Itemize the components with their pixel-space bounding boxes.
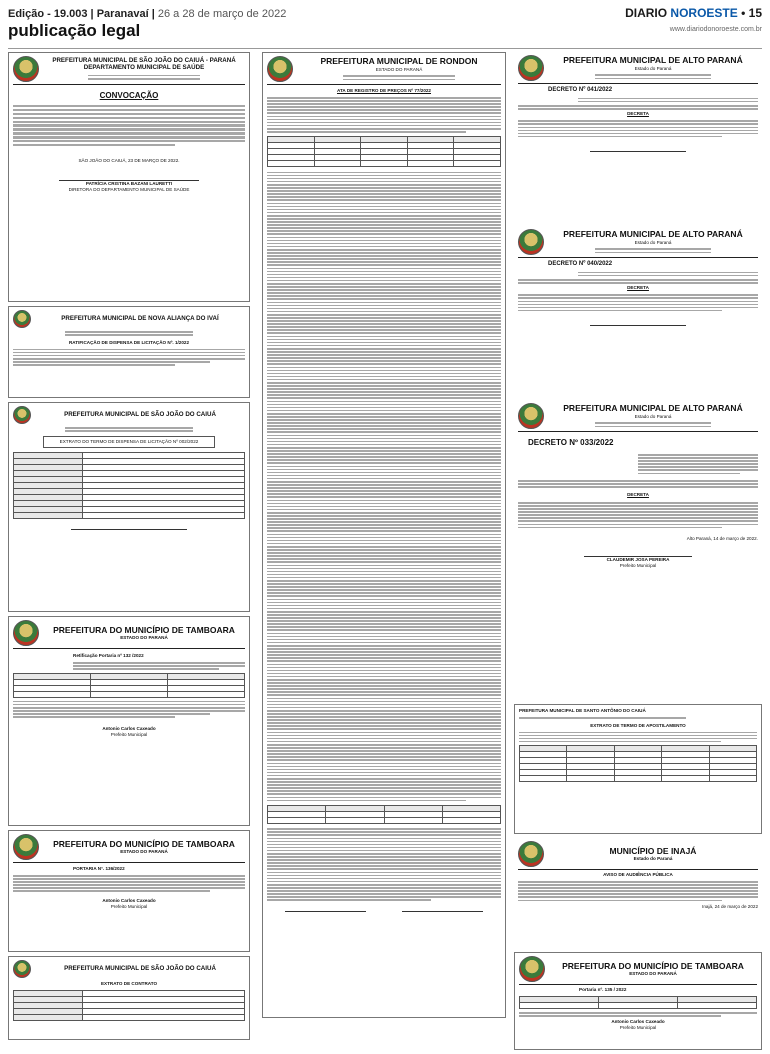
- notice-state: Estado do Paraná: [634, 239, 672, 245]
- notice-caiua-contrato: [8, 956, 250, 1040]
- notice-title: PREFEITURA MUNICIPAL DE ALTO PARANÁ: [563, 229, 743, 240]
- notice-heading: RATIFICAÇÃO DE DISPENSA DE LICITAÇÃO Nº. 1/2022: [68, 339, 190, 345]
- notice-date: SÃO JOÃO DO CAIUÁ, 23 DE MARÇO DE 2022.: [78, 158, 180, 164]
- notice-title: MUNICÍPIO DE INAJÁ: [609, 845, 697, 856]
- header-divider: [8, 48, 762, 49]
- notice-title: PREFEITURA DO MUNICÍPIO DE TAMBOARA: [53, 624, 235, 635]
- notice-heading: AVISO DE AUDIÊNCIA PÚBLICA: [603, 872, 673, 877]
- notice-signer-role: DIRETORA DO DEPARTAMENTO MUNICIPAL DE SAÚDE: [68, 187, 190, 193]
- decree-heading: DECRETA: [627, 111, 649, 117]
- site-url: www.diariodonoroeste.com.br: [669, 26, 762, 33]
- notice-title: PREFEITURA MUNICIPAL DE SÃO JOÃO DO CAIUÁ: [64, 965, 216, 973]
- notice-date: Alto Paraná, 14 de março de 2022.: [686, 536, 758, 542]
- municipal-crest-icon: [519, 956, 545, 982]
- decree-number: DECRETO Nº 033/2022: [528, 438, 614, 447]
- decree-heading: DECRETA: [627, 285, 649, 291]
- municipal-crest-icon: [13, 960, 31, 978]
- notice-heading: ATA DE REGISTRO DE PREÇOS Nº 77/2022: [336, 88, 431, 93]
- section-title: publicação legal: [8, 21, 141, 40]
- edition-number: Edição - 19.003: [8, 8, 88, 20]
- newspaper-logo: DIARIO NOROESTE • 15: [625, 6, 762, 20]
- notice-state: Estado do Paraná: [634, 413, 672, 419]
- notice-alto-parana-033: [514, 400, 762, 700]
- heading-box: [43, 436, 215, 448]
- municipal-crest-icon: [13, 406, 31, 424]
- notice-signer: PATRÍCIA CRISTINA BAZANI LAURETTI: [85, 181, 173, 187]
- municipal-crest-icon: [267, 56, 293, 82]
- municipal-crest-icon: [13, 834, 39, 860]
- notice-signer-role: Prefeito Municipal: [110, 731, 148, 737]
- column-middle: [262, 52, 506, 1022]
- column-left: [8, 52, 250, 1044]
- notice-alto-parana-041: [514, 52, 762, 222]
- notice-title: PREFEITURA MUNICIPAL DE RONDON: [320, 56, 478, 67]
- notice-state: ESTADO DO PARANÁ: [629, 971, 677, 977]
- price-table-2: [267, 805, 501, 824]
- portaria-table: [519, 996, 757, 1009]
- notice-rondon-ata: [262, 52, 506, 1018]
- notice-caiua-convocacao: [8, 52, 250, 302]
- notice-title: PREFEITURA DO MUNICÍPIO DE TAMBOARA: [53, 838, 235, 849]
- edition-line: Edição - 19.003 | Paranavaí | 26 a 28 de março de 2022: [8, 8, 287, 20]
- notice-signer: Antonio Carlos Caxeado: [102, 725, 156, 731]
- decree-number: DECRETO Nº 041/2022: [548, 87, 613, 93]
- notice-inaja-audiencia: [514, 838, 762, 948]
- page-number: 15: [748, 6, 762, 20]
- notice-title: PREFEITURA MUNICIPAL DE SÃO JOÃO DO CAIUÁ - PARANÁ: [52, 56, 236, 64]
- municipal-crest-icon: [518, 55, 544, 81]
- notice-heading: CONVOCAÇÃO: [99, 91, 159, 100]
- notice-heading: EXTRATO DO TERMO DE DISPENSA DE LICITAÇÃO Nº 002/2022: [59, 438, 199, 444]
- portaria-number: Portaria nº. 135 / 2022: [579, 987, 627, 992]
- extrato-table: [13, 452, 245, 519]
- decree-heading: DECRETA: [627, 491, 649, 497]
- notice-dept: DEPARTAMENTO MUNICIPAL DE SAÚDE: [83, 64, 205, 72]
- notice-signer: Antonio Carlos Caxeado: [102, 898, 156, 904]
- notice-alto-parana-040: [514, 226, 762, 396]
- notice-tamboara-portaria-135: [514, 952, 762, 1050]
- price-table: [267, 136, 501, 167]
- notice-santo-antonio-apostilamento: [514, 704, 762, 834]
- notice-nova-alianca: [8, 306, 250, 398]
- notice-date: Inajá, 24 de março de 2022: [702, 904, 758, 910]
- column-right: [514, 52, 762, 1054]
- decree-number: DECRETO Nº 040/2022: [548, 261, 613, 267]
- municipal-crest-icon: [518, 229, 544, 255]
- portaria-number: Retificação Portaria nº 132 /2022: [73, 653, 144, 658]
- notice-state: Estado do Paraná: [634, 65, 672, 71]
- notice-title: PREFEITURA MUNICIPAL DE ALTO PARANÁ: [563, 403, 743, 414]
- notice-title: PREFEITURA MUNICIPAL DE ALTO PARANÁ: [563, 55, 743, 66]
- municipal-crest-icon: [13, 620, 39, 646]
- notice-heading: EXTRATO DE CONTRATO: [100, 981, 158, 986]
- notice-signer-role: Prefeito Municipal: [619, 1024, 657, 1030]
- municipal-crest-icon: [518, 403, 544, 429]
- notice-caiua-extrato-dispensa: [8, 402, 250, 612]
- municipal-crest-icon: [518, 841, 544, 867]
- notice-state: Estado do Paraná: [633, 856, 673, 862]
- notice-state: ESTADO DO PARANÁ: [375, 66, 423, 72]
- notice-title: PREFEITURA DO MUNICÍPIO DE TAMBOARA: [562, 960, 744, 971]
- notice-signer: Antonio Carlos Caxeado: [611, 1018, 665, 1024]
- retificacao-table: [13, 673, 245, 698]
- notice-title: PREFEITURA MUNICIPAL DE NOVA ALIANÇA DO IVAÍ: [61, 315, 219, 323]
- municipal-crest-icon: [13, 310, 31, 328]
- brand-part-b: NOROESTE: [670, 6, 738, 20]
- notice-heading: EXTRATO DE TERMO DE APOSTILAMENTO: [590, 722, 686, 728]
- notice-signer: CLAUDEMIR JOSA PEREIRA: [606, 557, 670, 563]
- portaria-number: PORTARIA N°. 136/2022: [73, 866, 125, 871]
- notice-title: PREFEITURA MUNICIPAL DE SÃO JOÃO DO CAIUÁ: [64, 411, 216, 419]
- apostilamento-table: [519, 745, 757, 782]
- notice-signer-role: Prefeito Municipal: [619, 563, 657, 569]
- edition-dates: 26 a 28 de março de 2022: [157, 8, 287, 20]
- edition-city: Paranavaí: [96, 8, 149, 20]
- notice-title: PREFEITURA MUNICIPAL DE SANTO ANTÔNIO DO CAIUÁ: [519, 708, 646, 713]
- notice-tamboara-portaria-136: [8, 830, 250, 952]
- notice-tamboara-retificacao: [8, 616, 250, 826]
- page-header: [8, 6, 762, 46]
- contrato-table: [13, 990, 245, 1021]
- municipal-crest-icon: [13, 56, 39, 82]
- notice-state: ESTADO DO PARANÁ: [120, 635, 168, 641]
- brand-part-a: DIARIO: [625, 6, 668, 20]
- notice-state: ESTADO DO PARANÁ: [120, 849, 168, 855]
- notice-signer-role: Prefeito Municipal: [110, 904, 148, 909]
